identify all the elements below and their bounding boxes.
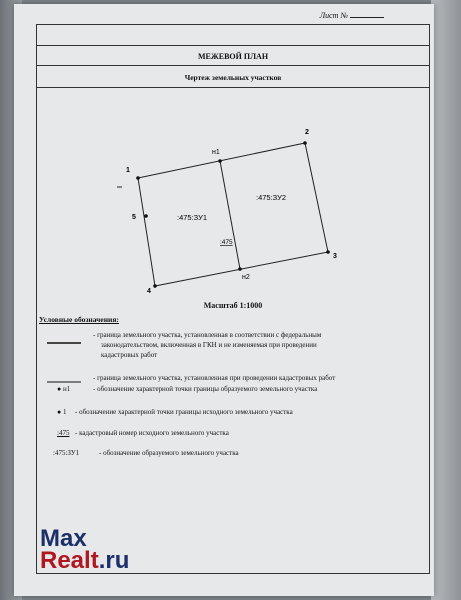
document-subtitle: Чертеж земельных участков (184, 73, 282, 82)
legend-line: - граница земельного участка, установленная в соответствии с федеральным (93, 331, 322, 339)
point-1-marker (136, 176, 140, 180)
watermark-line-1: Max (40, 525, 87, 552)
legend-symbol-new-point-label: н1 (62, 385, 71, 393)
point-n1-marker (218, 159, 222, 163)
document-title: МЕЖЕВОЙ ПЛАН (197, 52, 269, 61)
legend-text-new-point: - обозначение характерной точки границы образуемого земельного участка (93, 385, 318, 393)
point-3-marker (326, 250, 330, 254)
sheet-number (320, 11, 384, 20)
legend-text-existing-boundary (93, 330, 321, 360)
legend-symbol-source-point (57, 407, 66, 417)
point-label-5: 5 (132, 214, 136, 221)
plan-frame (36, 11, 430, 574)
legend-symbol-cadastral-number: :475 (57, 429, 70, 437)
point-label-n1: н1 (212, 149, 220, 156)
legend-line: кадастровых работ (101, 351, 158, 359)
point-label-2: 2 (305, 129, 309, 136)
document-sheet (14, 4, 434, 596)
legend-text-new-boundary: - граница земельного участка, установленная при проведении кадастровых работ (93, 374, 336, 382)
legend-symbol-new-parcel: :475:ЗУ1 (53, 449, 80, 457)
legend-line: законодательством, включенная в ГКН и не изменяемая при проведении (101, 341, 317, 349)
parcel-label-zu1: :475:ЗУ1 (177, 213, 208, 222)
legend-symbol-source-point-label: 1 (62, 408, 67, 416)
parcel-division-line (220, 161, 240, 269)
cadastral-number-label: :475 (220, 239, 233, 246)
sheet-number-label: Лист № (319, 11, 348, 20)
legend-title: Условные обозначения: (39, 315, 119, 324)
watermark-brand-domain: .ru (98, 547, 130, 574)
site-watermark (40, 525, 130, 574)
point-5-marker (144, 214, 148, 218)
point-2-marker (303, 141, 307, 145)
point-n2-marker (238, 267, 242, 271)
background-right (431, 0, 461, 600)
watermark-brand-red: Realt (40, 547, 99, 574)
parcel-outline (138, 143, 328, 286)
point-4-marker (153, 284, 157, 288)
point-label-1: 1 (126, 167, 130, 174)
sheet-number-blank (350, 17, 384, 18)
legend-dot-icon: ● (57, 385, 62, 393)
point-label-4: 4 (147, 288, 151, 295)
legend-dot-icon: ● (57, 408, 62, 416)
parcel-label-zu2: :475:ЗУ2 (256, 193, 287, 202)
point-label-3: 3 (333, 253, 337, 260)
legend-text-new-parcel: - обозначение образуемого земельного участка (99, 449, 239, 457)
legend-symbol-existing-boundary (47, 341, 81, 345)
watermark-line-2 (40, 547, 130, 574)
legend-text-source-point: - обозначение характерной точки границы исходного земельного участка (75, 408, 293, 416)
parcel-drawing (37, 25, 429, 573)
legend-symbol-new-point (57, 384, 70, 394)
legend-text-cadastral-number: - кадастровый номер исходного земельного участка (75, 429, 229, 437)
scale-label: Масштаб 1:1000 (203, 301, 263, 310)
point-label-n2: н2 (242, 274, 250, 281)
